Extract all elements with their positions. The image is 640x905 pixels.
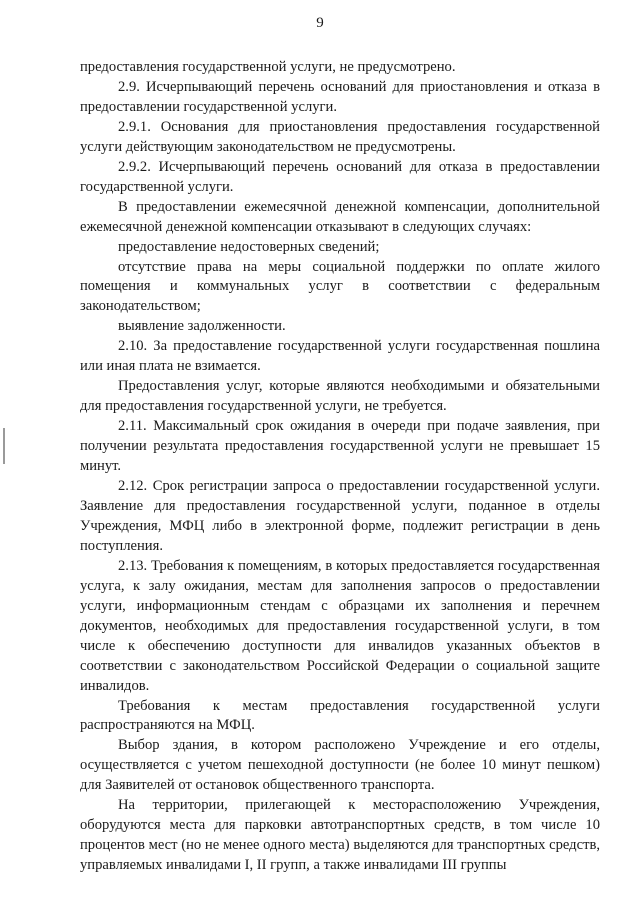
paragraph: отсутствие права на меры социальной поддержки по оплате жилого помещения и коммунальных услуг в соответствии с федеральным законодательством; <box>80 258 600 315</box>
paragraph: выявление задолженности. <box>118 318 286 335</box>
page-number: 9 <box>316 15 324 31</box>
paragraph: Предоставления услуг, которые являются необходимыми и обязательными для предоставления государственной услуги, не требуется. <box>80 378 600 415</box>
paragraph: 2.9.1. Основания для приостановления предоставления государственной услуги действующим законодательством не предусмотрены. <box>80 118 600 155</box>
scan-edge-mark <box>3 428 5 464</box>
paragraph: 2.13. Требования к помещениям, в которых предоставляется государственная услуга, к залу ожидания, местам для заполнения запросов о предоставлении услуги, информационным стендам с образцами их заполнения и перечнем документов, необходимых для предоставления государственной услуги, в том числе к обеспечению доступности для инвалидов указанных объектов в соответствии с законодательством Российской Федерации о социальной защите инвалидов. <box>80 557 600 694</box>
document-body <box>80 58 600 876</box>
paragraph: 2.9. Исчерпывающий перечень оснований для приостановления и отказа в предоставлении государственной услуги. <box>80 78 600 115</box>
paragraph: Выбор здания, в котором расположено Учреждение и его отделы, осуществляется с учетом пешеходной доступности (не более 10 минут пешком) для Заявителей от остановок общественного транспорта. <box>80 737 600 794</box>
paragraph: На территории, прилегающей к месторасположению Учреждения, оборудуются места для парковки автотранспортных средств, в том числе 10 процентов мест (но не менее одного места) выделяются для транспортных средств, управляемых инвалидами I, II групп, а также инвалидами III группы <box>80 797 600 874</box>
paragraph: 2.11. Максимальный срок ожидания в очереди при подаче заявления, при получении результата предоставления государственной услуги не превышает 15 минут. <box>80 418 600 475</box>
paragraph: В предоставлении ежемесячной денежной компенсации, дополнительной ежемесячной денежной компенсации отказывают в следующих случаях: <box>80 198 600 235</box>
paragraph: 2.10. За предоставление государственной услуги государственная пошлина или иная плата не взимается. <box>80 338 600 375</box>
paragraph: предоставление недостоверных сведений; <box>118 238 380 255</box>
paragraph: предоставления государственной услуги, не предусмотрено. <box>80 59 456 75</box>
paragraph: 2.12. Срок регистрации запроса о предоставлении государственной услуги. Заявление для предоставления государственной услуги, поданное в отделы Учреждения, МФЦ либо в электронной форме, подлежит регистрации в день поступления. <box>80 478 600 554</box>
paragraph: 2.9.2. Исчерпывающий перечень оснований для отказа в предоставлении государственной услуги. <box>80 158 600 195</box>
paragraph: Требования к местам предоставления государственной услуги распространяются на МФЦ. <box>80 697 600 734</box>
